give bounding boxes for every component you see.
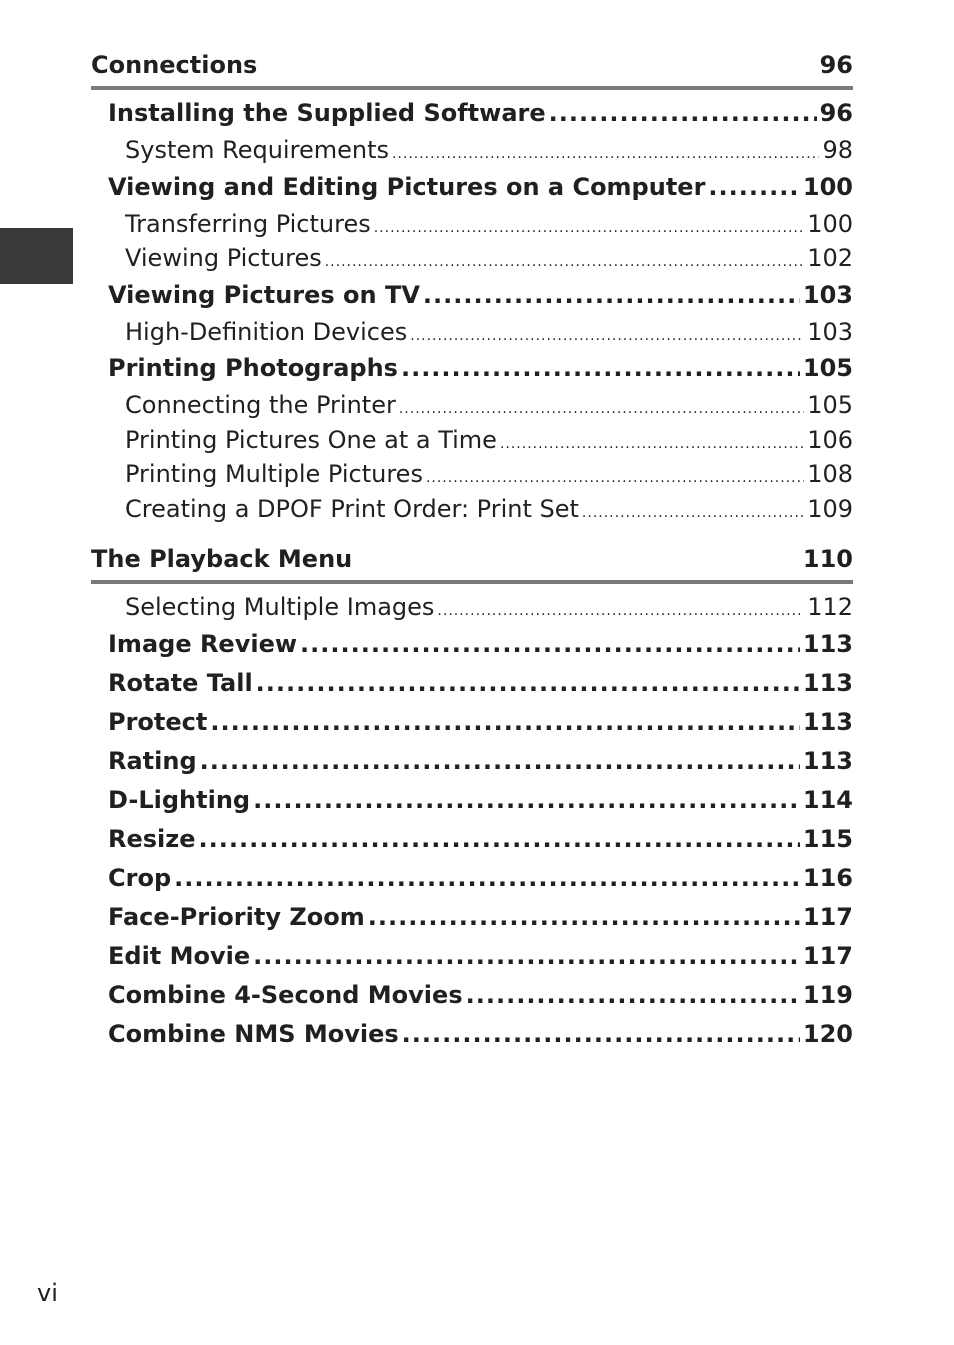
- section-heading-playback-menu[interactable]: [91, 538, 853, 584]
- toc-entry[interactable]: [91, 976, 853, 1015]
- dot-leader: [410, 319, 804, 354]
- table-of-contents: [91, 44, 853, 1054]
- toc-entry-label: Creating a DPOF Print Order: Print Set: [125, 494, 579, 523]
- toc-entry-label: Combine 4-Second Movies: [108, 980, 463, 1009]
- toc-entry-page: 117: [802, 941, 853, 970]
- section-title: Connections: [91, 51, 258, 79]
- toc-subentry[interactable]: [91, 315, 853, 350]
- toc-entry-label: D-Lighting: [108, 785, 251, 814]
- toc-entry-label: High-Definition Devices: [125, 317, 408, 346]
- toc-entry-label: Protect: [108, 707, 208, 736]
- toc-entry-page: 102: [807, 244, 853, 272]
- section-page: 110: [802, 545, 853, 573]
- toc-entry-page: 103: [802, 280, 853, 309]
- toc-entry-label: Viewing Pictures: [125, 244, 322, 272]
- toc-entry[interactable]: [91, 937, 853, 976]
- toc-entry-label: Printing Multiple Pictures: [125, 460, 423, 488]
- toc-subentry[interactable]: [91, 133, 853, 168]
- toc-subentry[interactable]: [91, 207, 853, 242]
- dot-leader: [423, 276, 800, 315]
- toc-entry-page: 100: [807, 209, 853, 238]
- dot-leader: [199, 820, 800, 859]
- toc-entry-label: Rotate Tall: [108, 668, 253, 697]
- toc-entry-label: Installing the Supplied Software: [108, 99, 546, 127]
- toc-entry-label: Selecting Multiple Images: [125, 593, 435, 621]
- toc-entry-page: 115: [802, 824, 853, 853]
- dot-leader: [708, 168, 799, 207]
- toc-entry-label: Rating: [108, 746, 197, 775]
- toc-entry-label: System Requirements: [125, 136, 389, 164]
- toc-entry-label: Viewing and Editing Pictures on a Computer: [108, 172, 706, 201]
- dot-leader: [174, 859, 800, 898]
- toc-entry[interactable]: [91, 94, 853, 133]
- toc-entry-page: 113: [802, 629, 853, 658]
- toc-entry-page: 112: [807, 593, 853, 621]
- toc-entry-page: 100: [802, 172, 853, 201]
- chapter-tab-marker: [0, 228, 73, 284]
- toc-entry-label: Connecting the Printer: [125, 391, 396, 419]
- section-heading-connections[interactable]: [91, 44, 853, 90]
- dot-leader: [253, 781, 800, 820]
- toc-entry[interactable]: [91, 820, 853, 859]
- dot-leader: [368, 898, 800, 937]
- toc-entry-page: 113: [802, 707, 853, 736]
- section-page: 96: [819, 51, 853, 79]
- dot-leader: [253, 937, 800, 976]
- dot-leader: [500, 427, 804, 462]
- toc-entry[interactable]: [91, 1015, 853, 1054]
- toc-entry[interactable]: [91, 664, 853, 703]
- toc-entry-label: Image Review: [108, 629, 298, 658]
- dot-leader: [200, 742, 800, 781]
- toc-subentry[interactable]: [91, 492, 853, 527]
- toc-entry[interactable]: [91, 276, 853, 315]
- toc-entry-page: 108: [807, 460, 853, 488]
- toc-entry[interactable]: [91, 349, 853, 388]
- dot-leader: [437, 594, 804, 629]
- dot-leader: [401, 349, 800, 388]
- toc-entry-label: Combine NMS Movies: [108, 1019, 399, 1048]
- toc-entry[interactable]: [91, 859, 853, 898]
- toc-entry[interactable]: [91, 168, 853, 207]
- toc-entry-label: Transferring Pictures: [125, 209, 371, 238]
- toc-subentry[interactable]: [91, 388, 853, 423]
- toc-entry-page: 117: [802, 902, 853, 931]
- toc-entry-page: 113: [802, 668, 853, 697]
- toc-subentry[interactable]: [91, 457, 853, 492]
- toc-subentry[interactable]: [91, 423, 853, 458]
- dot-leader: [399, 392, 804, 427]
- toc-entry[interactable]: [91, 703, 853, 742]
- toc-entry-label: Resize: [108, 824, 196, 853]
- toc-entry-label: Printing Pictures One at a Time: [125, 425, 497, 454]
- dot-leader: [549, 94, 817, 133]
- dot-leader: [256, 664, 800, 703]
- toc-entry-page: 114: [802, 785, 853, 814]
- dot-leader: [210, 703, 800, 742]
- toc-entry-page: 96: [819, 99, 853, 127]
- dot-leader: [582, 496, 804, 531]
- dot-leader: [466, 976, 800, 1015]
- page-number: vi: [37, 1279, 58, 1307]
- toc-entry-page: 106: [807, 425, 853, 454]
- toc-entry[interactable]: [91, 625, 853, 664]
- dot-leader: [374, 211, 804, 246]
- dot-leader: [402, 1015, 800, 1054]
- dot-leader: [426, 461, 804, 496]
- toc-entry-label: Crop: [108, 863, 172, 892]
- toc-entry-page: 105: [802, 354, 853, 382]
- toc-entry-page: 109: [807, 494, 853, 523]
- dot-leader: [325, 245, 804, 280]
- toc-entry[interactable]: [91, 898, 853, 937]
- toc-subentry[interactable]: [91, 241, 853, 276]
- toc-entry-page: 113: [802, 746, 853, 775]
- toc-entry-page: 119: [802, 980, 853, 1009]
- toc-entry-page: 120: [802, 1019, 853, 1048]
- toc-entry-label: Edit Movie: [108, 941, 251, 970]
- section-title: The Playback Menu: [91, 545, 353, 573]
- toc-entry-label: Viewing Pictures on TV: [108, 280, 420, 309]
- dot-leader: [300, 625, 800, 664]
- toc-entry-label: Face-Priority Zoom: [108, 902, 365, 931]
- toc-entry-page: 103: [807, 317, 853, 346]
- toc-entry-page: 98: [822, 136, 853, 164]
- dot-leader: [392, 137, 819, 172]
- toc-entry-label: Printing Photographs: [108, 354, 398, 382]
- toc-entry-page: 116: [802, 863, 853, 892]
- toc-entry[interactable]: [91, 742, 853, 781]
- toc-subentry[interactable]: [91, 590, 853, 625]
- toc-entry[interactable]: [91, 781, 853, 820]
- toc-entry-page: 105: [807, 391, 853, 419]
